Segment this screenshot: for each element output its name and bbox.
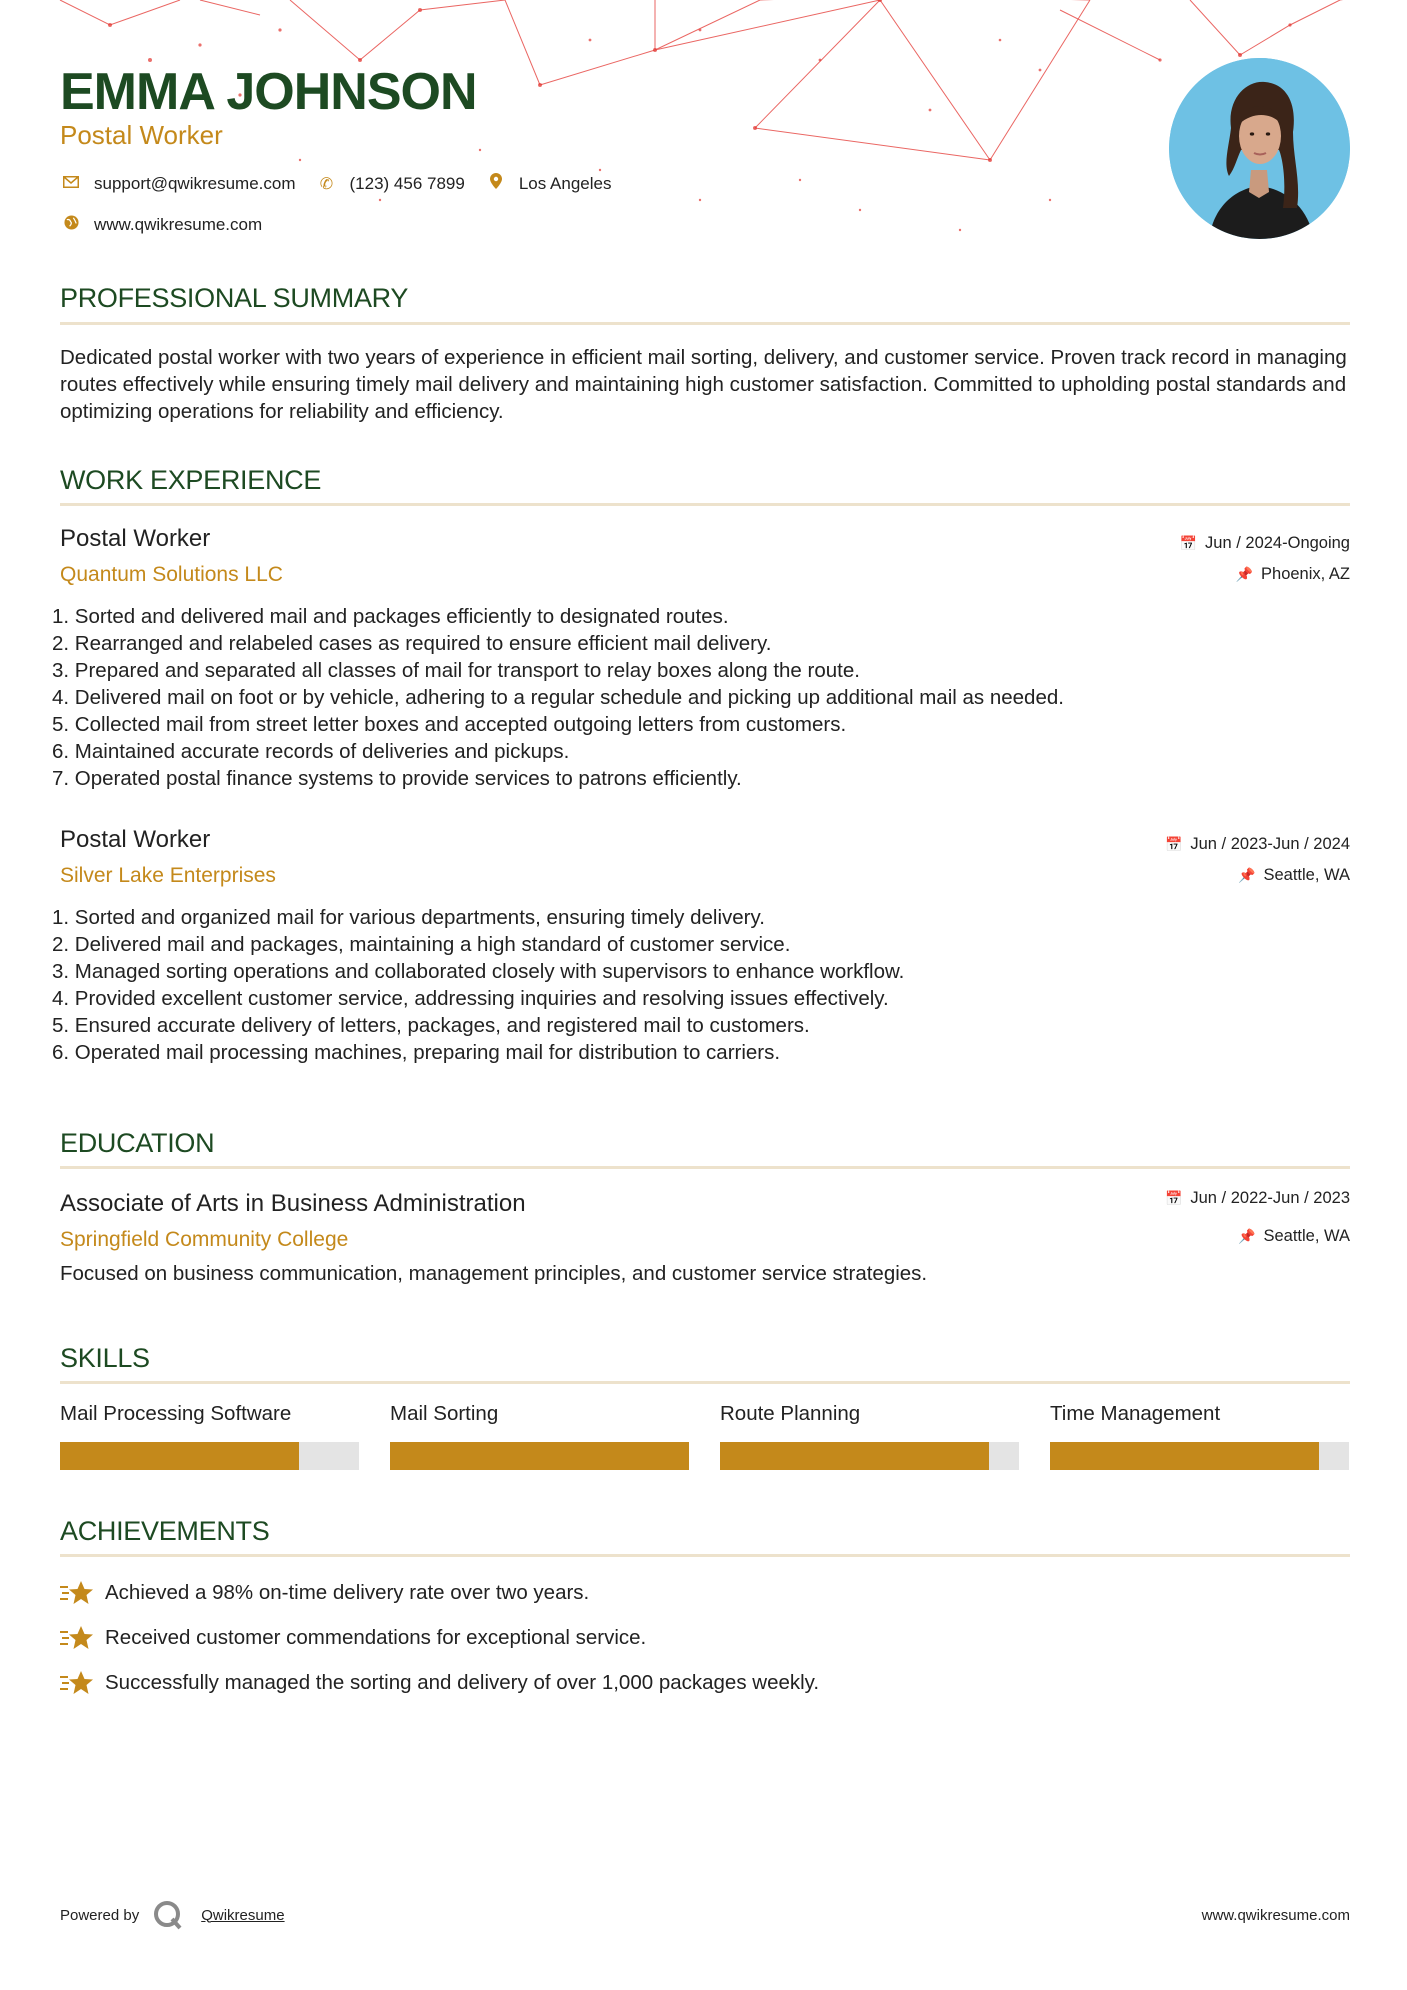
achievement-item	[60, 1668, 819, 1698]
job-role: Postal Worker	[60, 826, 211, 853]
section-divider	[60, 322, 1350, 325]
website-item[interactable]	[60, 215, 262, 235]
achievement-text: Achieved a 98% on-time delivery rate over two years.	[105, 1581, 590, 1604]
calendar-icon: 📅	[1164, 1190, 1183, 1206]
candidate-name: EMMA JOHNSON	[60, 63, 477, 121]
skill-bar	[720, 1442, 1019, 1470]
qwikresume-logo-icon	[153, 1900, 183, 1930]
section-divider	[60, 1166, 1350, 1169]
envelope-icon	[60, 175, 82, 193]
education-heading: EDUCATION	[60, 1128, 215, 1158]
location-item	[485, 173, 612, 194]
job-duties-list	[52, 603, 1350, 792]
list-item: 4. Provided excellent customer service, addressing inquiries and resolving issues effectively.	[52, 987, 889, 1010]
job-date	[1165, 835, 1350, 854]
job-date-text: Jun / 2023-Jun / 2024	[1190, 835, 1350, 853]
list-item: 5. Collected mail from street letter boxes and accepted outgoing letters from customers.	[52, 713, 847, 736]
skill-bar	[60, 1442, 359, 1470]
job-company: Quantum Solutions LLC	[60, 563, 283, 586]
job-location	[1236, 565, 1350, 584]
achievement-item	[60, 1578, 589, 1608]
globe-icon	[60, 215, 82, 235]
profile-photo	[1169, 58, 1350, 239]
job-role: Postal Worker	[60, 525, 211, 552]
powered-by-text: Powered by	[60, 1906, 140, 1924]
list-item: 1. Sorted and organized mail for various departments, ensuring timely delivery.	[52, 906, 765, 929]
skill-label: Mail Processing Software	[60, 1402, 292, 1425]
list-item: 3. Managed sorting operations and collaborated closely with supervisors to enhance workflow.	[52, 960, 905, 983]
job-location-text: Seattle, WA	[1263, 866, 1350, 884]
achievements-heading: ACHIEVEMENTS	[60, 1516, 270, 1546]
list-item: 6. Maintained accurate records of deliveries and pickups.	[52, 740, 570, 763]
star-icon	[60, 1668, 94, 1698]
job-location-text: Phoenix, AZ	[1261, 565, 1350, 583]
experience-heading: WORK EXPERIENCE	[60, 465, 322, 495]
pushpin-icon: 📌	[1235, 566, 1254, 582]
phone-item[interactable]	[316, 174, 465, 194]
map-pin-icon	[485, 173, 507, 194]
achievement-text: Successfully managed the sorting and delivery of over 1,000 packages weekly.	[105, 1671, 820, 1694]
pushpin-icon: 📌	[1238, 1228, 1256, 1244]
star-icon	[60, 1623, 94, 1653]
calendar-icon: 📅	[1179, 535, 1198, 551]
skill-bar-fill	[60, 1442, 299, 1470]
education-location	[1238, 1227, 1350, 1246]
skill-bar-fill	[390, 1442, 689, 1470]
contact-row	[60, 173, 631, 194]
list-item: 3. Prepared and separated all classes of mail for transport to relay boxes along the route.	[52, 659, 860, 682]
achievement-text: Received customer commendations for exceptional service.	[105, 1626, 647, 1649]
calendar-icon: 📅	[1164, 836, 1183, 852]
skills-heading: SKILLS	[60, 1343, 150, 1373]
skill-bar-fill	[720, 1442, 989, 1470]
summary-text: Dedicated postal worker with two years of experience in efficient mail sorting, delivery, and customer service. Proven track record in managing routes effectively while ensuring timely mail delivery and maintaining high customer satisfaction. Committed to upholding postal standards and optimizing operations for reliability and efficiency.	[60, 346, 1347, 423]
achievement-item	[60, 1623, 646, 1653]
skill-bar	[390, 1442, 689, 1470]
degree-title: Associate of Arts in Business Administration	[60, 1190, 526, 1217]
skill-item	[390, 1402, 689, 1426]
job-location	[1238, 866, 1350, 885]
school-name: Springfield Community College	[60, 1228, 349, 1251]
job-date	[1180, 534, 1350, 553]
education-location-text: Seattle, WA	[1263, 1227, 1350, 1245]
phone-icon: ✆	[319, 175, 334, 193]
location-text: Los Angeles	[518, 173, 612, 193]
list-item: 7. Operated postal finance systems to provide services to patrons efficiently.	[52, 767, 742, 790]
list-item: 1. Sorted and delivered mail and packages efficiently to designated routes.	[52, 605, 729, 628]
list-item: 2. Rearranged and relabeled cases as required to ensure efficient mail delivery.	[52, 632, 772, 655]
star-icon	[60, 1578, 94, 1608]
skill-label: Time Management	[1050, 1402, 1221, 1425]
education-date-text: Jun / 2022-Jun / 2023	[1190, 1189, 1350, 1207]
footer-website[interactable]: www.qwikresume.com	[1201, 1907, 1350, 1924]
qwikresume-link[interactable]: Qwikresume	[201, 1906, 285, 1924]
education-date	[1165, 1189, 1350, 1208]
skill-bar	[1050, 1442, 1349, 1470]
skill-label: Route Planning	[720, 1402, 861, 1425]
section-divider	[60, 1381, 1350, 1384]
list-item: 5. Ensured accurate delivery of letters, packages, and registered mail to customers.	[52, 1014, 810, 1037]
job-company: Silver Lake Enterprises	[60, 864, 276, 887]
section-divider	[60, 1554, 1350, 1557]
candidate-title: Postal Worker	[60, 120, 223, 150]
section-divider	[60, 503, 1350, 506]
list-item: 2. Delivered mail and packages, maintaining a high standard of customer service.	[52, 933, 791, 956]
pushpin-icon: 📌	[1238, 867, 1256, 883]
summary-heading: PROFESSIONAL SUMMARY	[60, 283, 409, 313]
website-row	[60, 215, 282, 235]
list-item: 4. Delivered mail on foot or by vehicle, adhering to a regular schedule and picking up additional mail as needed.	[52, 686, 1064, 709]
email-text: support@qwikresume.com	[94, 173, 296, 193]
list-item: 6. Operated mail processing machines, preparing mail for distribution to carriers.	[52, 1041, 781, 1064]
skill-item	[1050, 1402, 1349, 1426]
education-description: Focused on business communication, management principles, and customer service strategies.	[60, 1262, 928, 1285]
website-text: www.qwikresume.com	[94, 215, 263, 234]
job-duties-list	[52, 904, 1350, 1066]
skill-item	[720, 1402, 1019, 1426]
skill-label: Mail Sorting	[390, 1402, 499, 1425]
phone-text: (123) 456 7899	[349, 173, 465, 193]
footer-powered-by	[60, 1900, 285, 1930]
email-item[interactable]	[60, 174, 296, 194]
job-date-text: Jun / 2024-Ongoing	[1205, 534, 1350, 552]
skill-bar-fill	[1050, 1442, 1319, 1470]
skill-item	[60, 1402, 359, 1426]
